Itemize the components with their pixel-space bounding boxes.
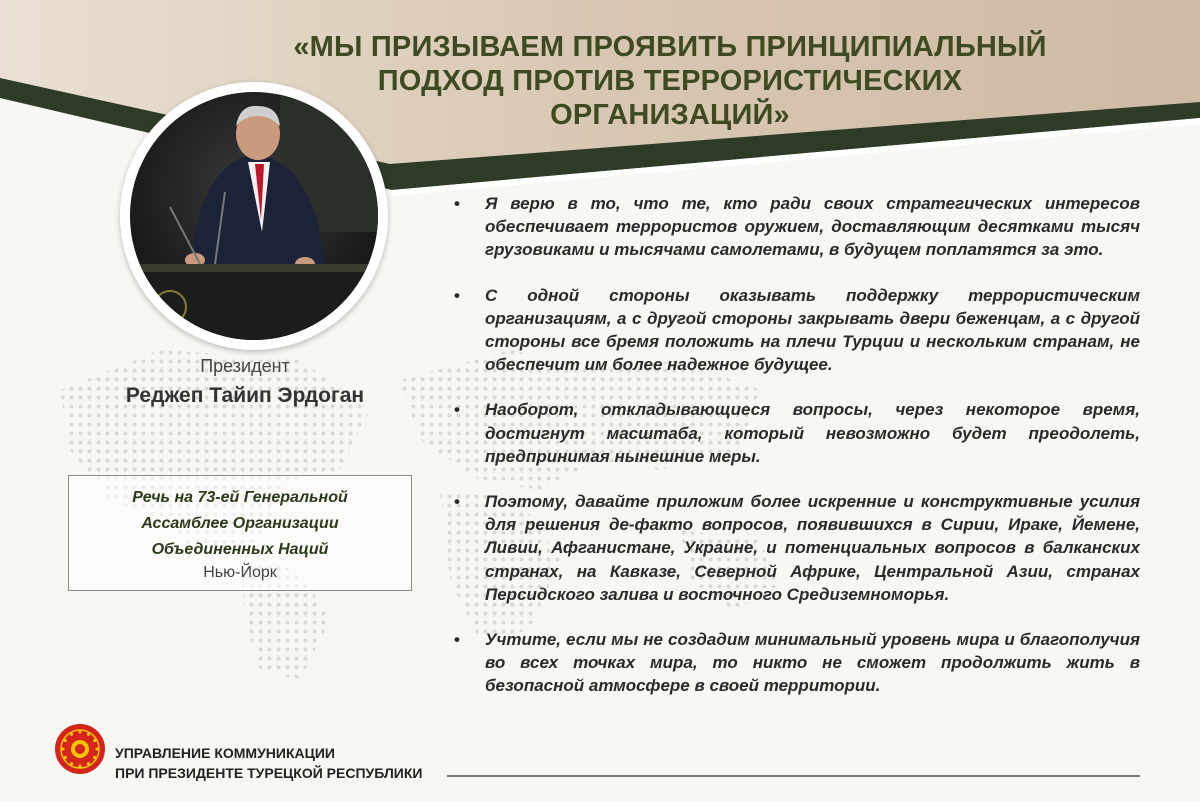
org-line-2: ПРИ ПРЕЗИДЕНТЕ ТУРЕЦКОЙ РЕСПУБЛИКИ (115, 765, 423, 781)
quote-item (450, 628, 1140, 698)
quote-item (450, 490, 1140, 606)
quote-text: Наоборот, откладывающиеся вопросы, через некоторое время, достигнут масштаба, который невозможно будет преодолеть, предпринимая нынешние меры. (485, 400, 1140, 466)
title-line-1: «МЫ ПРИЗЫВАЕМ ПРОЯВИТЬ ПРИНЦИПИАЛЬНЫЙ (293, 31, 1047, 63)
quote-text: Я верю в то, что те, кто ради своих стратегических интересов обеспечивает террористов оружием, доставляющим десятками тысяч грузовиками и тысячами самолетами, в будущем поплатятся за это. (485, 194, 1140, 260)
speech-info-box (68, 475, 412, 591)
quote-item (450, 398, 1140, 468)
bullet-icon: • (454, 630, 460, 650)
quote-text: Поэтому, давайте приложим более искренние и конструктивные усилия для решения де-факто вопросов, появившихся в Сирии, Ираке, Йемене, Ливии, Афганистане, Украине, и потенциальных вопросов в балканских странах, на Кавказе, Северной Африке, Центральной Азии, странах Персидского залива и восточного Средиземноморья. (485, 492, 1140, 604)
quote-item (450, 284, 1140, 377)
speaker-role: Президент (200, 356, 290, 376)
quote-text: Учтите, если мы не создадим минимальный уровень мира и благополучия во всех точках мира, то никто не сможет продолжить жить в безопасной атмосфере в своей территории. (485, 630, 1140, 696)
bullet-icon: • (454, 285, 460, 305)
bullet-icon: • (454, 194, 460, 213)
quote-list (450, 192, 1140, 720)
quote-text: С одной стороны оказывать поддержку террористическим организациям, а с другой стороны закрывать двери беженцам, а с другой стороны все бремя положить на плечи Турции и нескольким странам, не обеспечит им более надежное будущее. (485, 285, 1140, 375)
speech-event-line-1: Речь на 73-ей Генеральной (132, 489, 348, 506)
quote-item (450, 192, 1140, 262)
bullet-icon: • (454, 492, 460, 512)
org-line-1: УПРАВЛЕНИЕ КОММУНИКАЦИИ (115, 745, 335, 761)
presidential-seal-icon (54, 723, 106, 775)
organization-name (115, 743, 422, 783)
title-line-2: ПОДХОД ПРОТИВ ТЕРРОРИСТИЧЕСКИХ (377, 65, 963, 97)
speech-city: Нью-Йорк (203, 564, 277, 581)
bullet-icon: • (454, 400, 460, 420)
page-title (290, 30, 1050, 132)
speech-event-line-3: Объединенных Наций (151, 541, 329, 558)
speech-event-line-2: Ассамблее Организации (141, 515, 339, 532)
footer-divider (447, 775, 1140, 777)
title-line-3: ОРГАНИЗАЦИЙ» (550, 99, 790, 131)
speaker-name: Реджеп Тайип Эрдоган (125, 384, 365, 407)
speaker-photo (120, 82, 388, 350)
